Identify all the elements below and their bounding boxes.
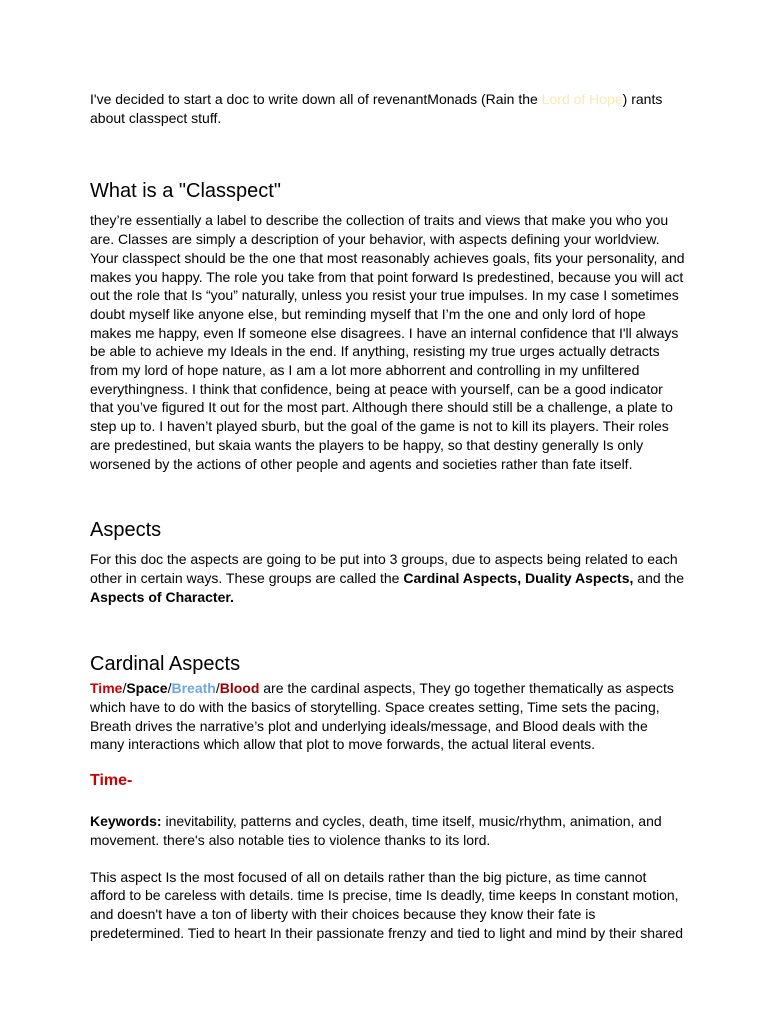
keywords-text: inevitability, patterns and cycles, death, time itself, music/rhythm, animation, and movement. there's also notable ties to violence thanks to its lord.: [90, 813, 662, 848]
keywords-label: Keywords:: [90, 813, 162, 830]
time-body-paragraph: This aspect Is the most focused of all on details rather than the big picture, as time cannot afford to be careless with details. time Is precise, time Is deadly, time keeps In constant motion, and doesn't have a ton of liberty with their choices because they know their fate is predetermined. Tied to heart In their passionate frenzy and tied to light and mind by their shared: [90, 868, 684, 941]
time-heading: Time-: [90, 772, 133, 790]
slash-separator: /: [167, 680, 172, 697]
aspects-paragraph: [90, 550, 685, 606]
intro-paragraph: [90, 90, 685, 127]
document-body: [90, 90, 685, 942]
lord-of-hope-highlight: Lord of Hope: [541, 91, 623, 107]
cardinal-aspects-paragraph: [90, 679, 685, 754]
classpect-paragraph: they’re essentially a label to describe the collection of traits and views that make you who you are. Classes are simply a description of your behavior, with aspects defining your worldview. Your classpect should be the one that most reasonably achieves goals, fits your personality, and makes you happy. The role you take from that point forward Is predestined, because you will act out the role that Is “you” naturally, unless you resist your true impulses. In my case I sometimes doubt myself like anyone else, but reminding myself that I’m the one and only lord of hope makes me happy, even If someone else disagrees. I have an internal confidence that I'll always be able to achieve my Ideals in the end. If anything, resisting my true urges actually detracts from my lord of hope nature, as I am a lot more abhorrent and controlling in my unfiltered everythingness. I think that confidence, being at peace with yourself, can be a good indicator that you’ve figured It out for the most part. Although there should still be a challenge, a plate to step up to. I haven’t played sburb, but the goal of the game is not to kill its players. Their roles are predestined, but skaia wants the players to be happy, so that destiny generally Is only worsened by the actions of other people and agents and societies rather than fate itself.: [90, 212, 685, 472]
time-label: Time: [90, 680, 123, 697]
slash-separator: /: [122, 680, 127, 697]
aspects-text-start: For this doc the aspects are going to be put into 3 groups, due to aspects being related to each other in certain ways. These groups are called the: [90, 551, 678, 586]
aspects-heading: Aspects: [90, 519, 162, 542]
cardinal-aspects-heading: Cardinal Aspects: [90, 653, 241, 676]
intro-text-start: I've decided to start a doc to write down all of revenantMonads (Rain the: [90, 91, 542, 107]
aspects-text-mid: and the: [633, 569, 685, 586]
time-keywords-paragraph: [90, 812, 685, 849]
cardinal-body-text: are the cardinal aspects, They go together thematically as aspects which have to do with the basics of storytelling. Space creates setting, Time sets the pacing, Breath drives the narrative’s plot and underlying ideals/message, and Blood deals with the many interactions which allow that plot to move forwards, the actual literal events.: [90, 680, 674, 753]
breath-label: Breath: [171, 680, 216, 697]
slash-separator: /: [215, 680, 220, 697]
classpect-heading: What is a "Classpect": [90, 180, 281, 203]
space-label: Space: [126, 680, 168, 697]
intro-text-end: ) rants about classpect stuff.: [90, 91, 663, 126]
blood-label: Blood: [219, 680, 260, 697]
aspects-of-character-bold: Aspects of Character.: [90, 588, 234, 605]
aspects-groups-bold: Cardinal Aspects, Duality Aspects,: [403, 569, 634, 586]
